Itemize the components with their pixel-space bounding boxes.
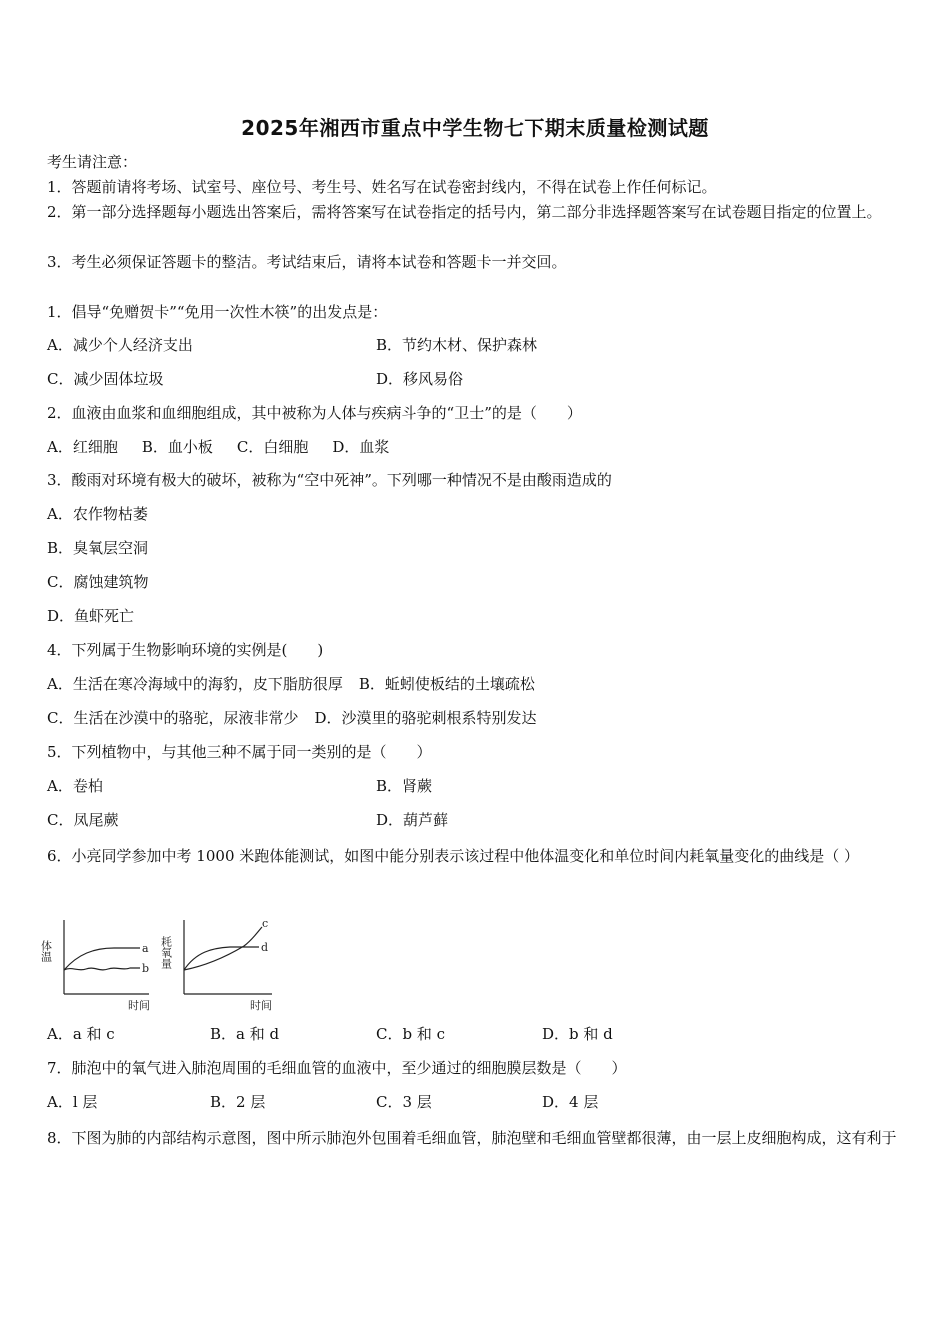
curve-c-label: c	[262, 917, 269, 930]
question-4-option-a: A．生活在寒冷海域中的海豹，皮下脂肪很厚	[47, 675, 343, 693]
question-6-option-b: B．a 和 d	[210, 1025, 280, 1043]
question-3-option-a: A．农作物枯萎	[47, 505, 148, 523]
question-7-stem: 7．肺泡中的氧气进入肺泡周围的毛细血管的血液中，至少通过的细胞膜层数是（ ）	[47, 1059, 627, 1077]
right-graph-x-label: 时间	[250, 999, 272, 1012]
question-2-option-d: D．血浆	[332, 438, 390, 456]
question-4-stem: 4．下列属于生物影响环境的实例是( )	[47, 641, 324, 659]
question-1-option-c: C．减少固体垃圾	[47, 370, 164, 388]
question-2-option-a: A．红细胞	[47, 438, 118, 456]
notice-item: 3．考生必须保证答题卡的整洁。考试结束后，请将本试卷和答题卡一并交回。	[47, 253, 567, 271]
question-7-option-a: A．l 层	[47, 1093, 98, 1111]
question-5-option-d: D．葫芦藓	[376, 811, 449, 829]
question-4-options-cd	[47, 708, 537, 728]
question-4-option-d: D．沙漠里的骆驼刺根系特别发达	[314, 709, 537, 727]
question-7-option-c: C．3 层	[376, 1093, 432, 1111]
question-2-option-b: B．血小板	[141, 438, 213, 456]
left-graph	[40, 920, 151, 1012]
question-6-option-c: C．b 和 c	[376, 1025, 446, 1043]
question-2-stem: 2．血液由血浆和血细胞组成，其中被称为人体与疾病斗争的“卫士”的是（ ）	[47, 404, 582, 422]
left-graph-x-label: 时间	[128, 999, 150, 1012]
question-3-option-d: D．鱼虾死亡	[47, 607, 135, 625]
curve-d-label: d	[261, 941, 269, 954]
question-3-stem: 3．酸雨对环境有极大的破坏，被称为“空中死神”。下列哪一种情况不是由酸雨造成的	[47, 471, 612, 489]
left-graph-y-label: 体温	[39, 940, 53, 962]
question-5-stem: 5．下列植物中，与其他三种不属于同一类别的是（ ）	[47, 743, 432, 761]
notice-item: 1．答题前请将考场、试室号、座位号、考生号、姓名写在试卷密封线内，不得在试卷上作任何标记。	[47, 178, 717, 196]
curve-c	[184, 927, 262, 970]
question-3-option-c: C．腐蚀建筑物	[47, 573, 149, 591]
question-8-stem: 8．下图为肺的内部结构示意图，图中所示肺泡外包围着毛细血管，肺泡壁和毛细血管壁都很薄，由一层上皮细胞构成，这有利于	[47, 1129, 897, 1147]
question-4-option-c: C．生活在沙漠中的骆驼，尿液非常少	[47, 709, 299, 727]
right-graph-y-label: 耗氧量	[159, 936, 173, 969]
question-5-option-a: A．卷柏	[47, 777, 103, 795]
question-1-option-d: D．移风易俗	[376, 370, 464, 388]
curve-b	[64, 968, 140, 970]
question-2-option-c: C．白细胞	[236, 438, 309, 456]
question-7-option-b: B．2 层	[210, 1093, 266, 1111]
question-5-option-c: C．凤尾蕨	[47, 811, 119, 829]
question-7-option-d: D．4 层	[542, 1093, 599, 1111]
curve-a-label: a	[142, 942, 149, 955]
right-graph	[160, 917, 273, 1012]
question-1-option-b: B．节约木材、保护森林	[376, 336, 538, 354]
question-6-option-d: D．b 和 d	[542, 1025, 613, 1043]
notice-item: 2．第一部分选择题每小题选出答案后，需将答案写在试卷指定的括号内，第二部分非选择题答案写在试卷题目指定的位置上。	[47, 203, 882, 221]
curve-b-label: b	[142, 962, 150, 975]
curve-d	[184, 947, 259, 970]
question-4-options-ab	[47, 674, 535, 694]
question-4-option-b: B．蚯蚓使板结的土壤疏松	[358, 675, 535, 693]
curve-a	[64, 948, 140, 970]
question-6-option-a: A．a 和 c	[47, 1025, 115, 1043]
question-6-stem: 6．小亮同学参加中考 1000 米跑体能测试，如图中能分别表示该过程中他体温变化和单位时间内耗氧量变化的曲线是（ ）	[47, 847, 860, 865]
question-5-option-b: B．肾蕨	[376, 777, 433, 795]
question-1-option-a: A．减少个人经济支出	[47, 336, 193, 354]
temperature-oxygen-graphs	[39, 912, 284, 1012]
question-1-stem: 1．倡导“免赠贺卡”“免用一次性木筷”的出发点是：	[47, 303, 388, 321]
notice-heading: 考生请注意：	[47, 153, 138, 171]
page-title: 2025年湘西市重点中学生物七下期末质量检测试题	[241, 116, 709, 140]
question-3-option-b: B．臭氧层空洞	[47, 539, 149, 557]
question-2-options	[47, 437, 389, 457]
